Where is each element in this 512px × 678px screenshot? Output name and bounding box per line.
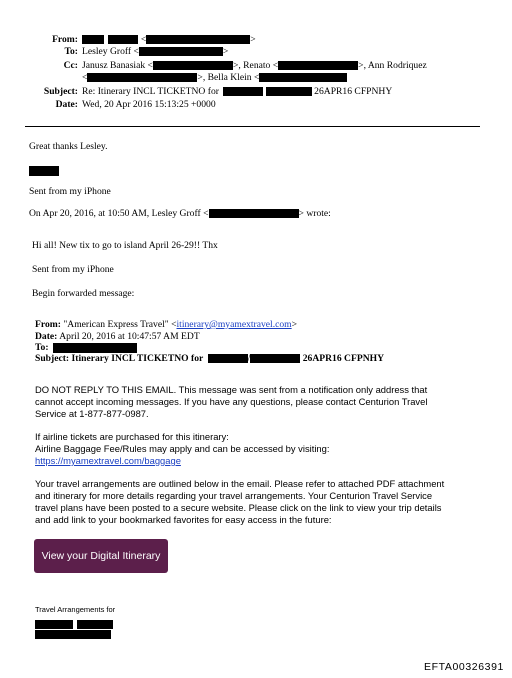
reply-greeting: Great thanks Lesley.	[29, 141, 108, 152]
redaction	[29, 166, 59, 176]
redaction	[87, 73, 197, 82]
redaction	[146, 35, 250, 44]
document-id: EFTA00326391	[424, 661, 504, 673]
fwd-from: From: "American Express Travel" <itinerary@myamextravel.com>	[35, 319, 298, 330]
date-label: Date:	[55, 99, 78, 110]
from-value: < >	[82, 34, 256, 46]
redaction	[139, 47, 223, 56]
to-label: To:	[64, 46, 78, 57]
redaction	[82, 35, 104, 44]
quoted-sent-from: Sent from my iPhone	[32, 264, 114, 275]
view-digital-itinerary-button[interactable]: View your Digital Itinerary	[34, 539, 168, 573]
reply-sent-from: Sent from my iPhone	[29, 186, 111, 197]
fwd-date: Date: April 20, 2016 at 10:47:57 AM EDT	[35, 331, 200, 342]
redaction	[259, 73, 347, 82]
from-label: From:	[52, 34, 78, 45]
subject-value: Re: Itinerary INCL TICKETNO for 26APR16 CFPNHY	[82, 86, 393, 97]
redaction	[53, 343, 137, 353]
redaction	[209, 209, 299, 218]
redaction	[278, 61, 358, 70]
header-divider	[25, 126, 480, 127]
quote-intro: On Apr 20, 2016, at 10:50 AM, Lesley Groff < > wrote:	[29, 208, 331, 219]
cc-value-line2: < >, Bella Klein <	[82, 72, 347, 84]
forwarded-marker: Begin forwarded message:	[32, 288, 135, 299]
fwd-subject: Subject: Itinerary INCL TICKETNO for / 26APR16 CFPNHY	[35, 353, 385, 364]
redaction	[108, 35, 138, 44]
cc-value-line1: Janusz Banasiak < >, Renato < >, Ann Rodriquez	[82, 60, 427, 71]
quoted-message: Hi all! New tix to go to island April 26-29!! Thx	[32, 240, 218, 251]
to-value: Lesley Groff < >	[82, 46, 229, 57]
travel-arrangements-label: Travel Arrangements for	[35, 605, 116, 614]
fwd-from-email-link[interactable]: itinerary@myamextravel.com	[176, 319, 292, 330]
traveler-redaction-2	[35, 625, 111, 643]
baggage-link[interactable]: https://myamextravel.com/baggage	[35, 455, 181, 466]
cc-label: Cc:	[63, 60, 78, 71]
redaction	[250, 354, 300, 363]
redaction	[153, 61, 233, 70]
redaction	[266, 87, 312, 96]
redaction	[35, 630, 111, 639]
fwd-to: To:	[35, 342, 49, 353]
subject-label: Subject:	[43, 86, 78, 97]
signature-redaction	[29, 162, 59, 180]
date-value: Wed, 20 Apr 2016 15:13:25 +0000	[82, 99, 216, 110]
redaction	[208, 354, 248, 363]
redaction	[223, 87, 263, 96]
